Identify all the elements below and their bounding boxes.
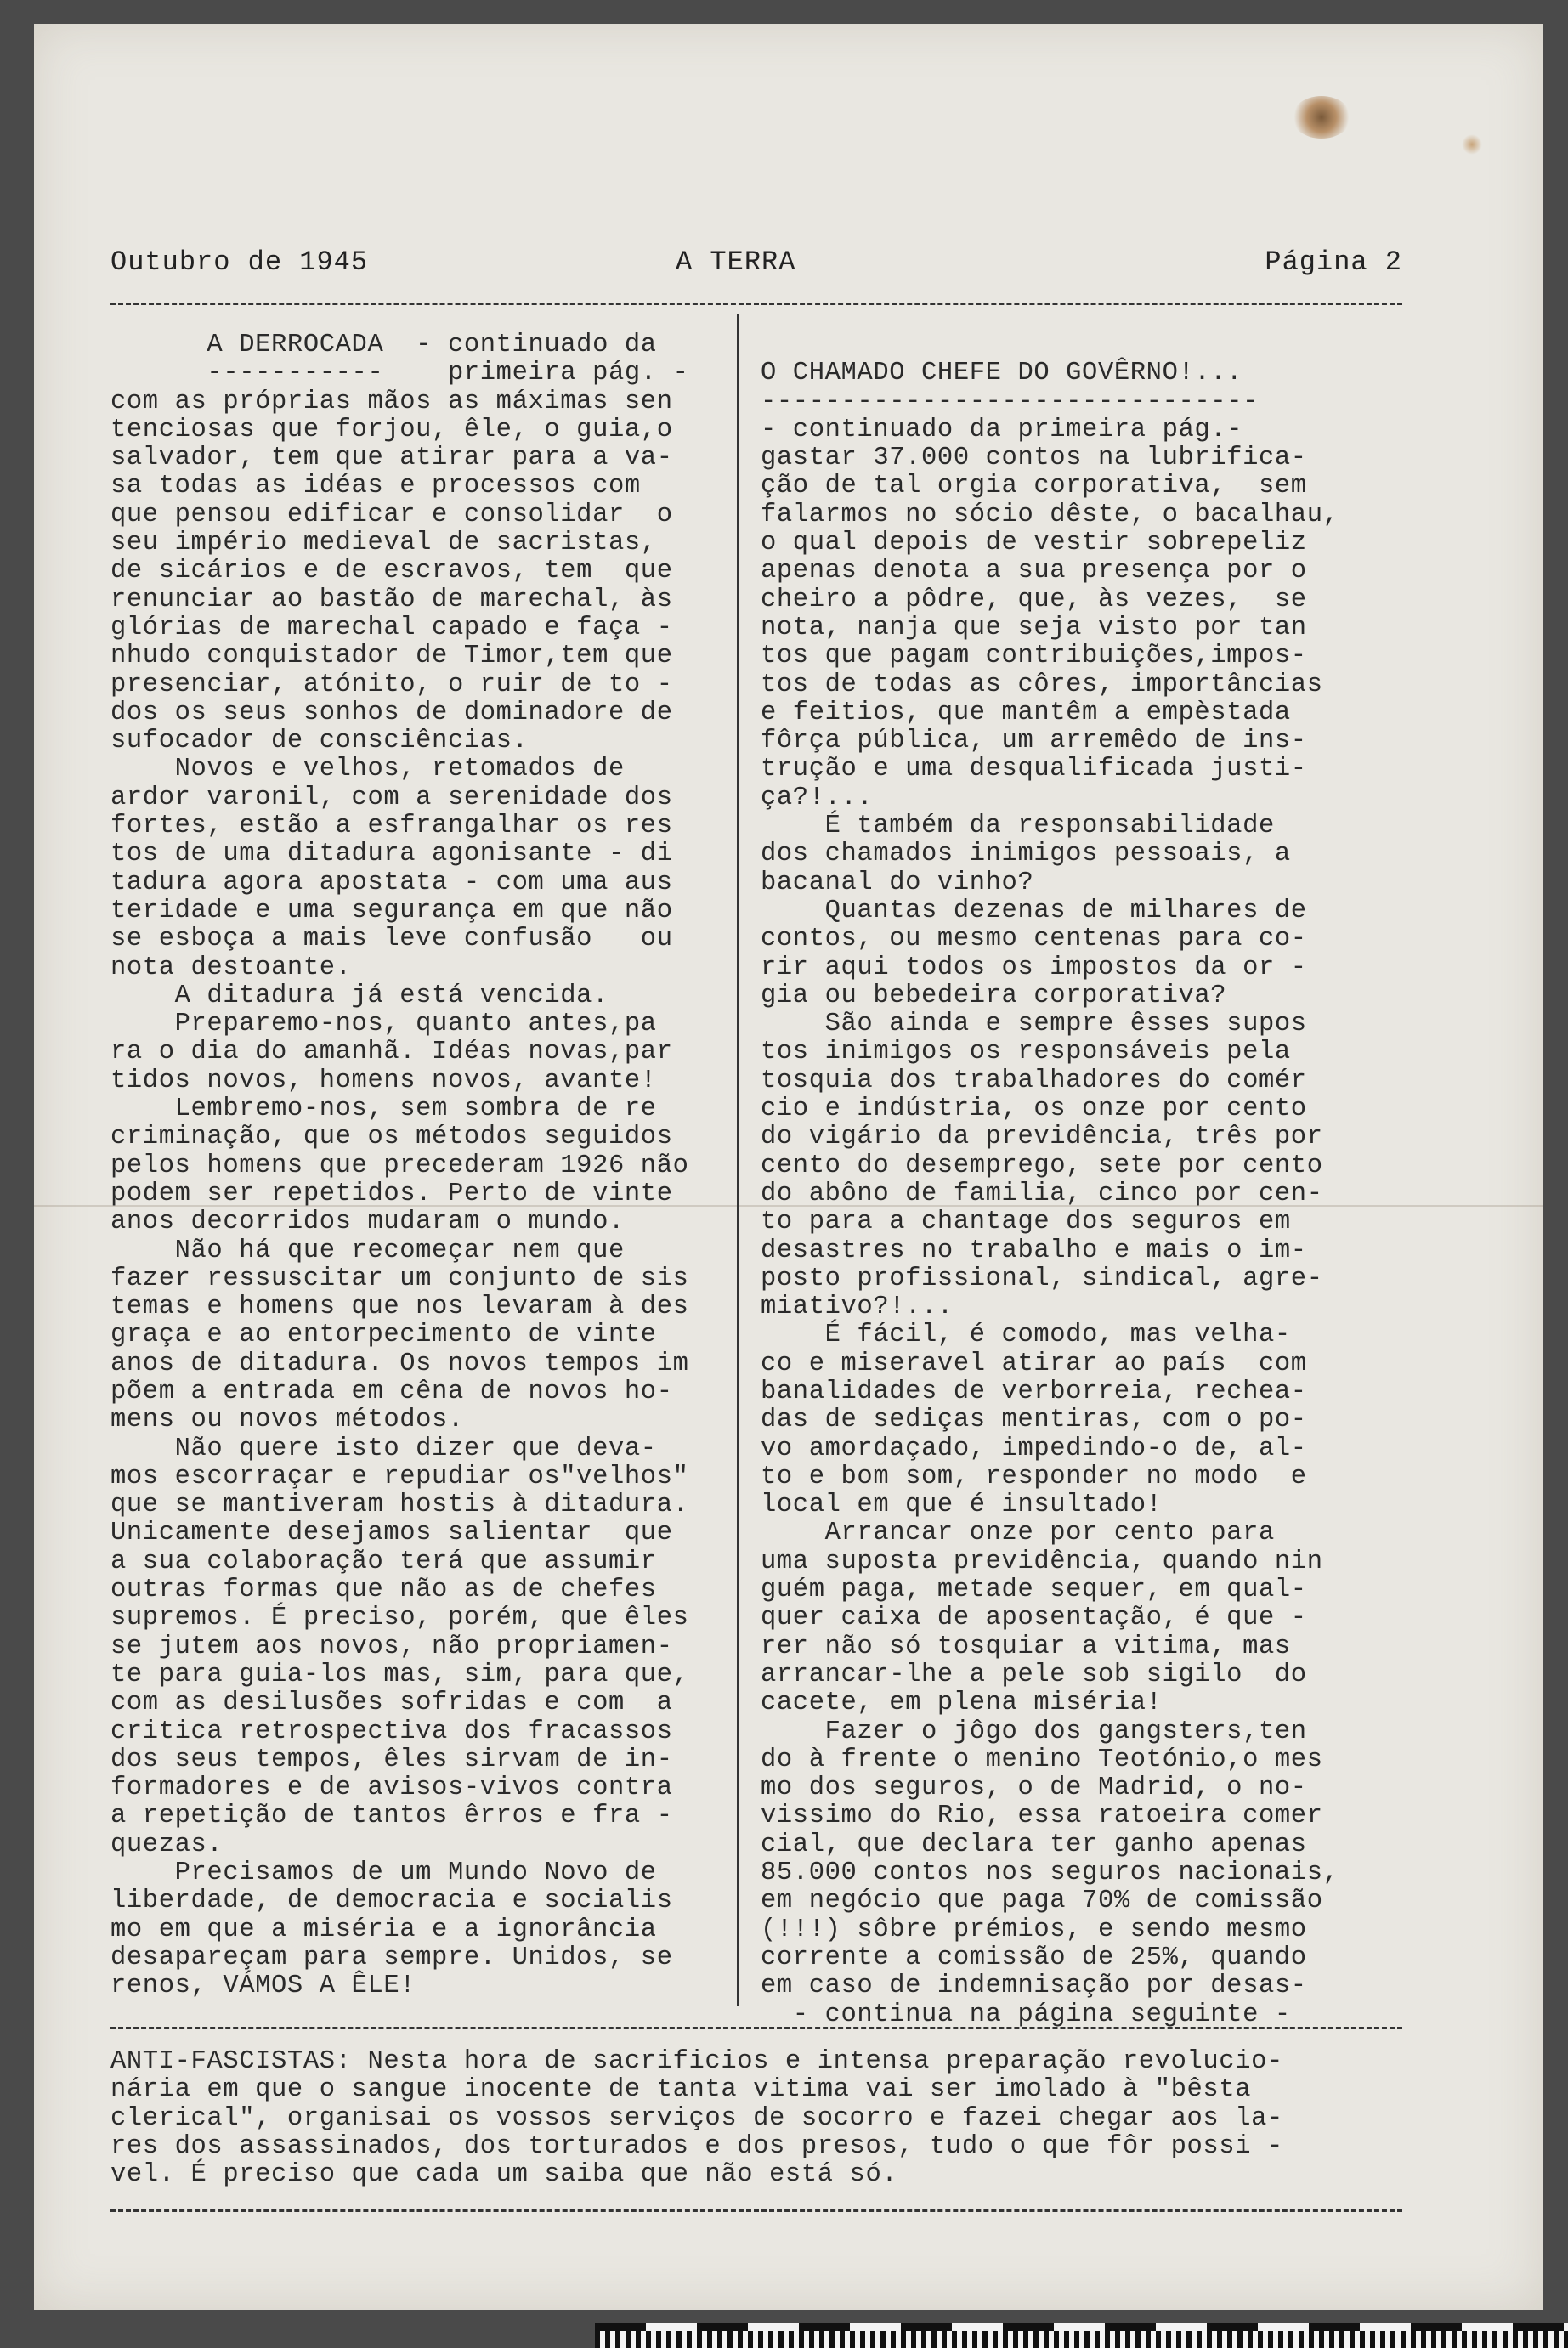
text-line: tadura agora apostata - com uma aus (110, 868, 673, 897)
text-line: das de sediças mentiras, com o po- (761, 1406, 1307, 1435)
text-line: Preparemo-nos, quanto antes,pa (110, 1010, 657, 1039)
text-line: com as desilusões sofridas e com a (110, 1689, 673, 1718)
text-line: tos que pagam contribuições,impos- (761, 642, 1307, 671)
text-line: Quantas dezenas de milhares de (761, 896, 1307, 925)
text-line: ANTI-FASCISTAS: Nesta hora de sacrificios e intensa preparação revolucio- (110, 2047, 1283, 2076)
text-line: apenas denota a sua presença por o (761, 557, 1307, 586)
text-line: sufocador de consciências. (110, 727, 529, 756)
text-line: Não há que recomeçar nem que (110, 1236, 625, 1265)
text-line: mos escorraçar e repudiar os"velhos" (110, 1462, 689, 1491)
text-line: Novos e velhos, retomados de (110, 755, 625, 784)
text-line: liberdade, de democracia e socialis (110, 1887, 673, 1916)
text-line: o qual depois de vestir sobrepeliz (761, 529, 1307, 558)
article-a-derrocada (110, 331, 722, 2001)
column-divider (737, 314, 739, 2006)
text-line: ------------------------------- (761, 387, 1259, 416)
text-line: desapareçam para sempre. Unidos, se (110, 1943, 673, 1972)
text-line: miativo?!... (761, 1293, 954, 1322)
text-line: em negócio que paga 70% de comissão (761, 1887, 1323, 1916)
text-line: cio e indústria, os onze por cento (761, 1095, 1307, 1124)
text-line: Lembremo-nos, sem sombra de re (110, 1095, 657, 1124)
text-line: vissimo do Rio, essa ratoeira comer (761, 1802, 1323, 1831)
text-line: formadores e de avisos-vivos contra (110, 1774, 673, 1803)
text-line: ça?!... (761, 783, 874, 812)
text-line: supremos. É preciso, porém, que êles (110, 1604, 689, 1633)
header-page-number: Página 2 (1265, 246, 1402, 278)
text-line: corrente a comissão de 25%, quando (761, 1943, 1307, 1972)
text-line: anos de ditadura. Os novos tempos im (110, 1349, 689, 1378)
text-line: to e bom som, responder no modo e (761, 1462, 1307, 1491)
text-line: posto profissional, sindical, agre- (761, 1264, 1323, 1293)
header-date: Outubro de 1945 (110, 246, 369, 278)
text-line: se esboça a mais leve confusão ou (110, 925, 673, 954)
text-line: A DERROCADA - continuado da (110, 331, 657, 359)
text-line: do à frente o menino Teotónio,o mes (761, 1745, 1323, 1774)
text-line: ção de tal orgia corporativa, sem (761, 472, 1307, 501)
text-line: tosquia dos trabalhadores do comér (761, 1066, 1307, 1095)
text-line: põem a entrada em cêna de novos ho- (110, 1377, 673, 1406)
text-line: rir aqui todos os impostos da or - (761, 953, 1307, 982)
text-line: podem ser repetidos. Perto de vinte (110, 1179, 673, 1208)
text-line: - continua na página seguinte - (761, 2000, 1291, 2029)
text-line: anos decorridos mudaram o mundo. (110, 1208, 625, 1237)
paper-stain (1292, 96, 1351, 139)
text-line: sa todas as idéas e processos com (110, 472, 641, 501)
text-line: glórias de marechal capado e faça - (110, 613, 673, 642)
text-line: guém paga, metade sequer, em qual- (761, 1576, 1307, 1605)
text-line: quer caixa de aposentação, é que - (761, 1604, 1307, 1633)
text-line: Unicamente desejamos salientar que (110, 1519, 673, 1548)
text-line: O CHAMADO CHEFE DO GOVÊRNO!... (761, 359, 1243, 388)
text-line: fôrça pública, um arremêdo de ins- (761, 727, 1307, 756)
text-line: rer não só tosquiar a vitima, mas (761, 1632, 1291, 1661)
text-line: trução e uma desqualificada justi- (761, 755, 1307, 784)
paper-stain-small (1462, 134, 1482, 155)
text-line: com as próprias mãos as máximas sen (110, 387, 673, 416)
text-line: outras formas que não as de chefes (110, 1576, 657, 1605)
text-line: cheiro a pôdre, que, às vezes, se (761, 585, 1307, 614)
text-line: clerical", organisai os vossos serviços de socorro e fazei chegar aos la- (110, 2103, 1283, 2133)
text-line: desastres no trabalho e mais o im- (761, 1236, 1307, 1265)
notice-divider-top (110, 2027, 1402, 2029)
text-line: te para guia-los mas, sim, para que, (110, 1660, 689, 1689)
text-line: ra o dia do amanhã. Idéas novas,par (110, 1038, 673, 1067)
text-line: tos de uma ditadura agonisante - di (110, 840, 673, 869)
text-line: São ainda e sempre êsses supos (761, 1010, 1307, 1039)
text-line: a sua colaboração terá que assumir (110, 1547, 657, 1576)
text-line: pelos homens que precederam 1926 não (110, 1151, 689, 1180)
text-line: criminação, que os métodos seguidos (110, 1123, 673, 1152)
text-line: que pensou edificar e consolidar o (110, 500, 673, 529)
text-line: dos chamados inimigos pessoais, a (761, 840, 1291, 869)
text-line: (!!!) sôbre prémios, e sendo mesmo (761, 1915, 1307, 1944)
article-chefe-do-governo (761, 331, 1394, 2029)
text-line: graça e ao entorpecimento de vinte (110, 1321, 657, 1350)
text-line: ardor varonil, com a serenidade dos (110, 783, 673, 812)
text-line: do vigário da previdência, três por (761, 1123, 1323, 1152)
text-line: dos os seus sonhos de dominadore de (110, 698, 673, 727)
text-line: cial, que declara ter ganho apenas (761, 1830, 1307, 1859)
text-line: É também da responsabilidade (761, 812, 1275, 841)
text-line: tidos novos, homens novos, avante! (110, 1066, 657, 1095)
text-line: nhudo conquistador de Timor,tem que (110, 642, 673, 671)
text-line: banalidades de verborreia, recheа- (761, 1377, 1307, 1406)
text-line: em caso de indemnisação por desas- (761, 1972, 1307, 2001)
text-line: É fácil, é comodo, mas velha- (761, 1321, 1291, 1350)
text-line: cacete, em plena miséria! (761, 1689, 1163, 1718)
archival-scale-bar (595, 2323, 1568, 2348)
text-line: nária em que o sangue inocente de tanta vitima vai ser imolado à "bêsta (110, 2075, 1252, 2105)
text-line: fazer ressuscitar um conjunto de sis (110, 1264, 689, 1293)
text-line: Fazer o jôgo dos gangsters,ten (761, 1717, 1307, 1746)
text-line: a repetição de tantos êrros e fra - (110, 1802, 673, 1831)
text-line: e feitios, que mantêm a empèstada (761, 698, 1291, 727)
anti-fascist-notice (110, 2048, 1402, 2189)
text-line: local em que é insultado! (761, 1491, 1163, 1520)
text-line: - continuado da primeira pág.- (761, 415, 1243, 444)
notice-divider-bottom (110, 2209, 1402, 2212)
text-line: tenciosas que forjou, êle, o guia,o (110, 415, 673, 444)
text-line: salvador, tem que atirar para a va- (110, 444, 673, 473)
text-line: uma suposta previdência, quando nin (761, 1547, 1323, 1576)
header-divider (110, 303, 1402, 305)
text-line: vel. É preciso que cada um saiba que não está só. (110, 2160, 898, 2190)
text-line: res dos assassinados, dos torturados e dos presos, tudo o que fôr possi - (110, 2131, 1283, 2161)
text-line: tos de todas as côres, importâncias (761, 670, 1323, 699)
text-line: Precisamos de um Mundo Novo de (110, 1859, 657, 1888)
text-line: arrancar-lhe a pele sob sigilo do (761, 1660, 1307, 1689)
text-line: do abôno de familia, cinco por cen- (761, 1179, 1323, 1208)
header-title: A TERRA (676, 246, 796, 278)
text-line: 85.000 contos nos seguros nacionais, (761, 1859, 1339, 1888)
text-line: dos seus tempos, êles sirvam de in- (110, 1745, 673, 1774)
text-line: nota destoante. (110, 953, 352, 982)
text-line: A ditadura já está vencida. (110, 981, 609, 1010)
text-line: de sicários e de escravos, tem que (110, 557, 673, 586)
text-line: nota, nanja que seja visto por tan (761, 613, 1307, 642)
text-line: gia ou bebedeira corporativa? (761, 981, 1227, 1010)
text-line (761, 331, 1394, 359)
text-line: Arrancar onze por cento para (761, 1519, 1275, 1548)
text-line: gastar 37.000 contos na lubrifica- (761, 444, 1307, 473)
text-line: critica retrospectiva dos fracassos (110, 1717, 673, 1746)
text-line: se jutem aos novos, não propriamen- (110, 1632, 673, 1661)
text-line: mo em que a miséria e a ignorância (110, 1915, 657, 1944)
text-line: Não quere isto dizer que deva- (110, 1434, 657, 1463)
text-line: mens ou novos métodos. (110, 1406, 464, 1435)
text-line: presenciar, atónito, o ruir de to - (110, 670, 673, 699)
text-line: contos, ou mesmo centenas para co- (761, 925, 1307, 954)
text-line: teridade e uma segurança em que não (110, 896, 673, 925)
text-line: quezas. (110, 1830, 224, 1859)
text-line: seu império medieval de sacristas, (110, 529, 657, 558)
text-line: co e miseravel atirar ao país com (761, 1349, 1307, 1378)
text-line: temas e homens que nos levaram à des (110, 1293, 689, 1322)
text-line: vo amordaçado, impedindo-o de, al- (761, 1434, 1307, 1463)
text-line: mo dos seguros, o de Madrid, o no- (761, 1774, 1307, 1803)
text-line: bacanal do vinho? (761, 868, 1034, 897)
text-line: renos, VÁMOS A ÊLE! (110, 1972, 416, 2001)
text-line: falarmos no sócio dêste, o bacalhau, (761, 500, 1339, 529)
text-line: cento do desemprego, sete por cento (761, 1151, 1323, 1180)
text-line: que se mantiveram hostis à ditadura. (110, 1491, 689, 1520)
page-header (110, 246, 1402, 280)
text-line: to para a chantage dos seguros em (761, 1208, 1291, 1237)
text-line: tos inimigos os responsáveis pela (761, 1038, 1291, 1067)
text-line: fortes, estão a esfrangalhar os res (110, 812, 673, 841)
text-line: renunciar ao bastão de marechal, às (110, 585, 673, 614)
text-line: ----------- primeira pág. - (110, 359, 689, 388)
